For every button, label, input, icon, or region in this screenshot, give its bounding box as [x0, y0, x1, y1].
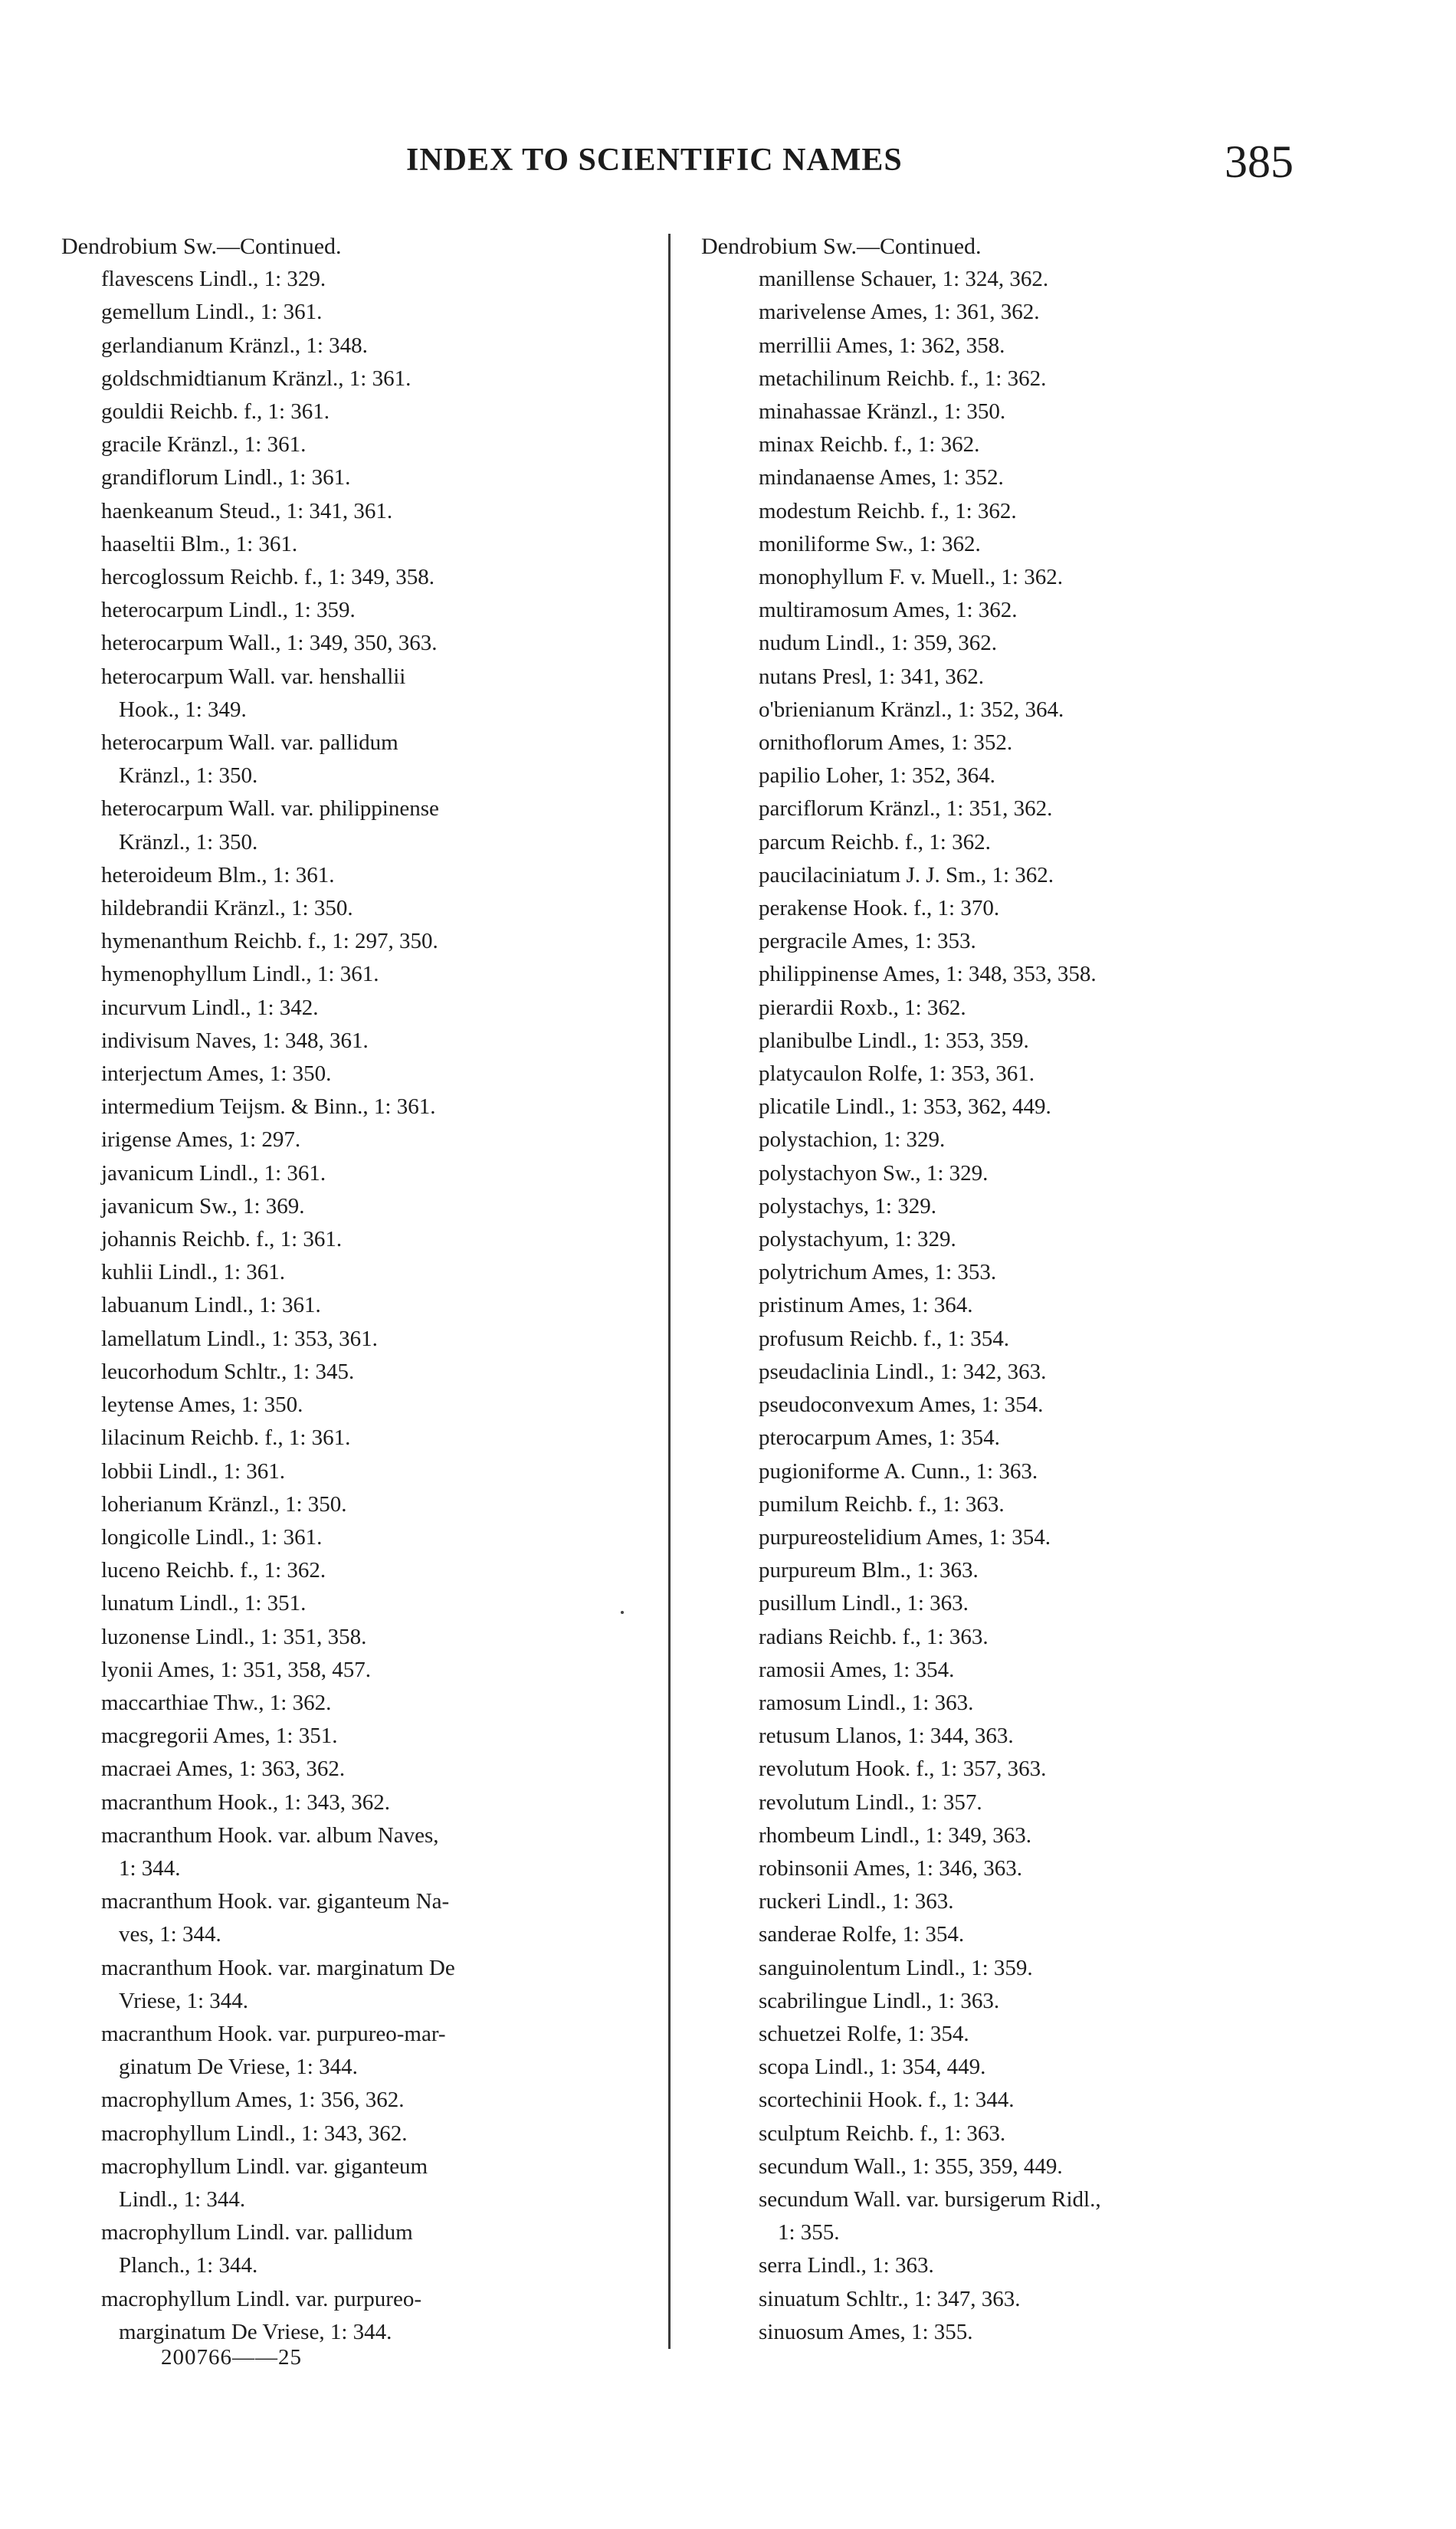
index-entry: 1: 344.: [119, 1855, 181, 1881]
index-entry: pugioniforme A. Cunn., 1: 363.: [759, 1458, 1038, 1484]
index-entry: pterocarpum Ames, 1: 354.: [759, 1425, 1000, 1451]
index-entry: macranthum Hook., 1: 343, 362.: [101, 1789, 390, 1815]
index-entry: leucorhodum Schltr., 1: 345.: [101, 1359, 355, 1384]
index-entry: robinsonii Ames, 1: 346, 363.: [759, 1855, 1022, 1881]
index-entry: flavescens Lindl., 1: 329.: [101, 267, 326, 292]
index-entry: irigense Ames, 1: 297.: [101, 1127, 301, 1153]
index-entry: sanguinolentum Lindl., 1: 359.: [759, 1955, 1033, 1980]
index-entry: scortechinii Hook. f., 1: 344.: [759, 2088, 1015, 2113]
index-entry: Kränzl., 1: 350.: [119, 829, 258, 854]
index-entry: ruckeri Lindl., 1: 363.: [759, 1889, 954, 1914]
index-entry: macgregorii Ames, 1: 351.: [101, 1724, 338, 1749]
index-entry: purpureum Blm., 1: 363.: [759, 1558, 979, 1583]
index-entry: intermedium Teijsm. & Binn., 1: 361.: [101, 1094, 436, 1120]
index-entry: longicolle Lindl., 1: 361.: [101, 1524, 323, 1550]
index-entry: metachilinum Reichb. f., 1: 362.: [759, 366, 1047, 391]
index-entry: papilio Loher, 1: 352, 364.: [759, 763, 995, 789]
left-column-heading: Dendrobium Sw.—Continued.: [61, 234, 342, 259]
index-entry: interjectum Ames, 1: 350.: [101, 1061, 332, 1087]
right-entry-list: [701, 263, 1418, 2349]
index-entry: schuetzei Rolfe, 1: 354.: [759, 2021, 969, 2046]
index-entry: pusillum Lindl., 1: 363.: [759, 1591, 969, 1616]
index-entry: gerlandianum Kränzl., 1: 348.: [101, 333, 368, 358]
index-entry: lamellatum Lindl., 1: 353, 361.: [101, 1326, 378, 1351]
index-entry: platycaulon Rolfe, 1: 353, 361.: [759, 1061, 1035, 1087]
index-entry: hymenophyllum Lindl., 1: 361.: [101, 962, 379, 987]
index-entry: paucilaciniatum J. J. Sm., 1: 362.: [759, 862, 1054, 887]
index-entry: rhombeum Lindl., 1: 349, 363.: [759, 1822, 1032, 1848]
index-entry: moniliforme Sw., 1: 362.: [759, 531, 981, 556]
index-entry: ginatum De Vriese, 1: 344.: [119, 2055, 358, 2080]
stray-dot-mark: [621, 1611, 624, 1614]
index-entry: labuanum Lindl., 1: 361.: [101, 1293, 321, 1318]
page-title: INDEX TO SCIENTIFIC NAMES: [406, 143, 903, 178]
index-entry: incurvum Lindl., 1: 342.: [101, 995, 319, 1020]
index-entry: marginatum De Vriese, 1: 344.: [119, 2319, 392, 2344]
index-entry: monophyllum F. v. Muell., 1: 362.: [759, 565, 1063, 590]
index-entry: planibulbe Lindl., 1: 353, 359.: [759, 1028, 1029, 1053]
column-divider: [668, 234, 671, 2349]
index-entry: gracile Kränzl., 1: 361.: [101, 432, 307, 458]
index-entry: nutans Presl, 1: 341, 362.: [759, 664, 985, 689]
index-entry: lunatum Lindl., 1: 351.: [101, 1591, 307, 1616]
index-entry: radians Reichb. f., 1: 363.: [759, 1624, 989, 1649]
index-entry: heterocarpum Lindl., 1: 359.: [101, 598, 356, 623]
index-entry: polystachyon Sw., 1: 329.: [759, 1160, 989, 1186]
index-entry: heteroideum Blm., 1: 361.: [101, 862, 335, 887]
index-entry: Kränzl., 1: 350.: [119, 763, 258, 789]
index-entry: Vriese, 1: 344.: [119, 1988, 249, 2013]
index-entry: polystachion, 1: 329.: [759, 1127, 946, 1153]
left-entry-list: [61, 263, 644, 2349]
index-entry: revolutum Hook. f., 1: 357, 363.: [759, 1757, 1047, 1782]
index-entry: mindanaense Ames, 1: 352.: [759, 465, 1004, 490]
signature-mark: 200766——25: [161, 2345, 302, 2370]
index-entry: macrophyllum Lindl. var. pallidum: [101, 2220, 413, 2245]
index-entry: sculptum Reichb. f., 1: 363.: [759, 2121, 1006, 2146]
index-entry: hercoglossum Reichb. f., 1: 349, 358.: [101, 565, 435, 590]
index-entry: serra Lindl., 1: 363.: [759, 2253, 934, 2278]
index-entry: macrophyllum Ames, 1: 356, 362.: [101, 2088, 405, 2113]
index-entry: goldschmidtianum Kränzl., 1: 361.: [101, 366, 412, 391]
index-entry: parciflorum Kränzl., 1: 351, 362.: [759, 796, 1053, 822]
index-entry: macraei Ames, 1: 363, 362.: [101, 1757, 346, 1782]
index-entry: pergracile Ames, 1: 353.: [759, 929, 976, 954]
index-entry: minax Reichb. f., 1: 362.: [759, 432, 980, 458]
index-entry: o'brienianum Kränzl., 1: 352, 364.: [759, 697, 1064, 722]
index-entry: 1: 355.: [778, 2220, 840, 2245]
index-entry: leytense Ames, 1: 350.: [101, 1392, 303, 1418]
index-entry: macrophyllum Lindl. var. purpureo-: [101, 2286, 421, 2311]
index-entry: javanicum Sw., 1: 369.: [101, 1193, 305, 1219]
index-entry: macranthum Hook. var. marginatum De: [101, 1955, 455, 1980]
index-entry: heterocarpum Wall., 1: 349, 350, 363.: [101, 631, 438, 656]
index-entry: sinuatum Schltr., 1: 347, 363.: [759, 2286, 1021, 2311]
index-entry: secundum Wall., 1: 355, 359, 449.: [759, 2153, 1063, 2179]
index-entry: luceno Reichb. f., 1: 362.: [101, 1558, 326, 1583]
index-entry: sanderae Rolfe, 1: 354.: [759, 1922, 965, 1947]
index-entry: macrophyllum Lindl., 1: 343, 362.: [101, 2121, 408, 2146]
index-entry: pristinum Ames, 1: 364.: [759, 1293, 973, 1318]
index-entry: ramosum Lindl., 1: 363.: [759, 1690, 974, 1715]
index-entry: nudum Lindl., 1: 359, 362.: [759, 631, 997, 656]
right-column: [701, 230, 1418, 2349]
index-entry: pumilum Reichb. f., 1: 363.: [759, 1491, 1005, 1517]
index-entry: minahassae Kränzl., 1: 350.: [759, 399, 1006, 424]
index-entry: sinuosum Ames, 1: 355.: [759, 2319, 973, 2344]
index-entry: ves, 1: 344.: [119, 1922, 221, 1947]
index-entry: grandiflorum Lindl., 1: 361.: [101, 465, 351, 490]
index-entry: philippinense Ames, 1: 348, 353, 358.: [759, 962, 1097, 987]
index-entry: scabrilingue Lindl., 1: 363.: [759, 1988, 1000, 2013]
index-entry: javanicum Lindl., 1: 361.: [101, 1160, 326, 1186]
index-entry: hymenanthum Reichb. f., 1: 297, 350.: [101, 929, 438, 954]
index-entry: hildebrandii Kränzl., 1: 350.: [101, 896, 353, 921]
index-entry: revolutum Lindl., 1: 357.: [759, 1789, 982, 1815]
index-entry: profusum Reichb. f., 1: 354.: [759, 1326, 1010, 1351]
index-entry: manillense Schauer, 1: 324, 362.: [759, 267, 1049, 292]
index-entry: parcum Reichb. f., 1: 362.: [759, 829, 991, 854]
index-entry: johannis Reichb. f., 1: 361.: [101, 1227, 343, 1252]
index-entry: modestum Reichb. f., 1: 362.: [759, 498, 1017, 523]
left-column: [61, 230, 644, 2349]
index-entry: merrillii Ames, 1: 362, 358.: [759, 333, 1005, 358]
index-entry: polystachys, 1: 329.: [759, 1193, 936, 1219]
index-entry: heterocarpum Wall. var. henshallii: [101, 664, 406, 689]
index-entry: indivisum Naves, 1: 348, 361.: [101, 1028, 369, 1053]
index-entry: macrophyllum Lindl. var. giganteum: [101, 2153, 428, 2179]
index-entry: pierardii Roxb., 1: 362.: [759, 995, 966, 1020]
right-column-heading: Dendrobium Sw.—Continued.: [701, 234, 982, 259]
index-entry: luzonense Lindl., 1: 351, 358.: [101, 1624, 367, 1649]
index-entry: perakense Hook. f., 1: 370.: [759, 896, 1000, 921]
index-entry: retusum Llanos, 1: 344, 363.: [759, 1724, 1014, 1749]
index-entry: gemellum Lindl., 1: 361.: [101, 300, 323, 325]
index-entry: gouldii Reichb. f., 1: 361.: [101, 399, 330, 424]
index-entry: maccarthiae Thw., 1: 362.: [101, 1690, 332, 1715]
index-entry: kuhlii Lindl., 1: 361.: [101, 1260, 286, 1285]
index-entry: marivelense Ames, 1: 361, 362.: [759, 300, 1040, 325]
index-entry: plicatile Lindl., 1: 353, 362, 449.: [759, 1094, 1051, 1120]
index-entry: heterocarpum Wall. var. pallidum: [101, 730, 398, 756]
index-entry: heterocarpum Wall. var. philippinense: [101, 796, 439, 822]
index-entry: secundum Wall. var. bursigerum Ridl.,: [759, 2186, 1101, 2212]
index-entry: pseudaclinia Lindl., 1: 342, 363.: [759, 1359, 1047, 1384]
index-entry: purpureostelidium Ames, 1: 354.: [759, 1524, 1051, 1550]
index-entry: loherianum Kränzl., 1: 350.: [101, 1491, 347, 1517]
page-header: [0, 136, 1456, 195]
index-entry: Hook., 1: 349.: [119, 697, 247, 722]
index-entry: ornithoflorum Ames, 1: 352.: [759, 730, 1013, 756]
page-number: 385: [1225, 136, 1294, 187]
index-entry: macranthum Hook. var. album Naves,: [101, 1822, 439, 1848]
index-entry: Planch., 1: 344.: [119, 2253, 258, 2278]
index-entry: Lindl., 1: 344.: [119, 2186, 246, 2212]
index-entry: ramosii Ames, 1: 354.: [759, 1657, 955, 1682]
index-entry: lilacinum Reichb. f., 1: 361.: [101, 1425, 351, 1451]
index-entry: haaseltii Blm., 1: 361.: [101, 531, 298, 556]
index-entry: macranthum Hook. var. giganteum Na-: [101, 1889, 450, 1914]
index-entry: pseudoconvexum Ames, 1: 354.: [759, 1392, 1044, 1418]
index-entry: multiramosum Ames, 1: 362.: [759, 598, 1018, 623]
index-entry: lobbii Lindl., 1: 361.: [101, 1458, 286, 1484]
index-entry: haenkeanum Steud., 1: 341, 361.: [101, 498, 393, 523]
index-entry: polystachyum, 1: 329.: [759, 1227, 956, 1252]
index-entry: lyonii Ames, 1: 351, 358, 457.: [101, 1657, 372, 1682]
index-entry: scopa Lindl., 1: 354, 449.: [759, 2055, 986, 2080]
index-entry: polytrichum Ames, 1: 353.: [759, 1260, 997, 1285]
index-entry: macranthum Hook. var. purpureo-mar-: [101, 2021, 446, 2046]
